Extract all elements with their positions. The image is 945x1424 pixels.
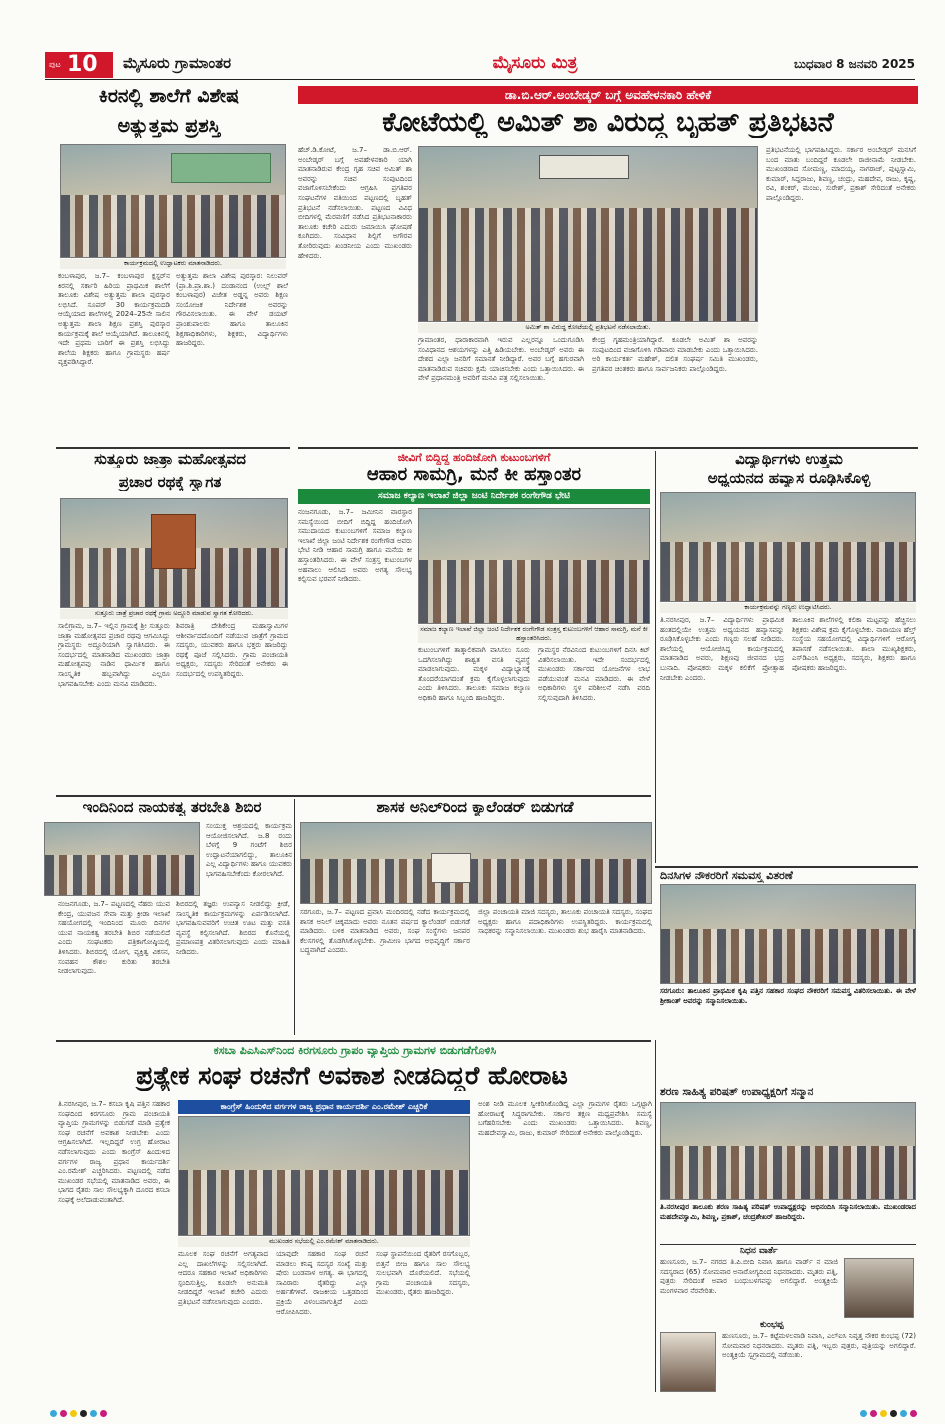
kasaba-photo-label: ಕಾಂಗ್ರೆಸ್ ಹಿಂದುಳಿದ ವರ್ಗಗಳ ರಾಜ್ಯ ಪ್ರಧಾನ ಕಾರ್ಯದರ್ಶಿ ಎಂ.ರಮೇಶ್ ಎಚ್ಚರಿಕೆ <box>178 1100 470 1114</box>
amit-shah-body-4: ಪ್ರತಿಭಟನೆಯಲ್ಲಿ ಭಾಗವಹಿಸಿದ್ದರು. ಸರ್ಕಾರ ಅಂಬೇಡ್ಕರ್ ಮನಸಿಗೆ ಬಂದ ಮಾತು ಬಂದಿದ್ದರೆ ಕೂಡಲೇ ರಾಜೀನಾಮೆ ನೀಡಬೇಕು. ಮುಖಂಡರಾದ ಸೋಮಣ್ಣ, ಮಾದಯ್ಯ, ನಾಗರಾಜ್, ಪುಟ್ಟಸ್ವಾಮಿ, ಕುಮಾರ್, ಸಿದ್ದರಾಜು, ಶಿವಣ್ಣ, ಚಂದ್ರು, ಮಹದೇವ, ರಾಜು, ಕೃಷ್ಣ, ರವಿ, ಶಂಕರ್, ಮಂಜು, ಸುರೇಶ್, ಪ್ರಕಾಶ್ ಸೇರಿದಂತೆ ಅನೇಕರು ಪಾಲ್ಗೊಂಡಿದ್ದರು. <box>766 146 916 202</box>
cyan-dot <box>900 1410 907 1417</box>
ahara-body-1: ನಂಜನಗೂಡು, ಜ.7– ಜಮೀನಿನ ವಾರಸ್ದಾರ ಸಮಸ್ಯೆಯಿಂದ ಬೀದಿಗೆ ಬಿದ್ದಿದ್ದ ಹಂದಿಜೋಗಿ ಸಮುದಾಯದ ಕುಟುಂಬಗಳಿಗೆ ಸಮಾಜ ಕಲ್ಯಾಣ ಇಲಾಖೆ ಜಿಲ್ಲಾ ಜಂಟಿ ನಿರ್ದೇಶಕ ರಂಗೇಗೌಡ ಅವರು ಭೇಟಿ ನೀಡಿ ಆಹಾರ ಸಾಮಗ್ರಿ ಹಾಗೂ ಮನೆಯ ಕೀ ಹಸ್ತಾಂತರಿಸಿದರು. ಈ ವೇಳೆ ಸಂತ್ರಸ್ತ ಕುಟುಂಬಗಳ ಅಹವಾಲು ಆಲಿಸಿದ ಅವರು ಅಗತ್ಯ ಸೌಲಭ್ಯ ಕಲ್ಪಿಸುವ ಭರವಸೆ ನೀಡಿದರು. <box>298 508 412 584</box>
sutturu-body-right: ಶಿವರಾತ್ರಿ ದೇಶಿಕೇಂದ್ರ ಮಹಾಸ್ವಾಮಿಗಳ ಆಶೀರ್ವಾದದೊಂದಿಗೆ ನಡೆಯುವ ಜಾತ್ರೆಗೆ ಗ್ರಾಮದ ಸದಸ್ಯರು, ಯುವಕರು ಹಾಗೂ ಭಕ್ತರು ಹಾಜರಿದ್ದು ರಥಕ್ಕೆ ಪೂಜೆ ಸಲ್ಲಿಸಿದರು. ಗ್ರಾಮ ಪಂಚಾಯತಿ ಅಧ್ಯಕ್ಷರು, ಸದಸ್ಯರು ಸೇರಿದಂತೆ ಅನೇಕರು ಈ ಸಂದರ್ಭದಲ್ಲಿ ಉಪಸ್ಥಿತರಿದ್ದರು. <box>176 622 288 678</box>
magenta-dot <box>870 1410 877 1417</box>
divider <box>298 447 918 449</box>
dinasi-caption: ಸರಗೂರು: ತಾಲೂಕಿನ ಪ್ರಾಥಮಿಕ ಕೃಷಿ ಪತ್ತಿನ ಸಹಕಾರ ಸಂಘದ ನೌಕರರಿಗೆ ಸಮವಸ್ತ್ರ ವಿತರಿಸಲಾಯಿತು. ಈ ವೇಳೆ ಶ್ರೀಕಾಂತ್ ಅವರನ್ನು ಸನ್ಮಾನಿಸಲಾಯಿತು. <box>660 987 916 1005</box>
amit-shah-body-2: ಗ್ರಾಮಾಂತರ, ಧಾರಾಕಾರವಾಗಿ ಇರುವ ಎಲ್ಲರನ್ನೂ ಒಂದುಗೂಡಿಸಿ ಸಂವಿಧಾನದ ಆಶಯಗಳನ್ನು ಎತ್ತಿ ಹಿಡಿಯಬೇಕು. ಅಂಬೇಡ್ಕರ್ ಅವರು ಈ ದೇಶದ ಎಲ್ಲಾ ಜನರಿಗೆ ಸಮಾನತೆ ನೀಡಿದ್ದಾರೆ. ಅವರ ಬಗ್ಗೆ ಹಗುರವಾಗಿ ಮಾತನಾಡಿರುವ ಸಚಿವರು ಕ್ಷಮೆ ಯಾಚಿಸಬೇಕು ಎಂದು ಒತ್ತಾಯಿಸಿದರು. ಈ ವೇಳೆ ಪ್ರಧಾನಮಂತ್ರಿ ಅವರಿಗೆ ಮನವಿ ಪತ್ರ ಸಲ್ಲಿಸಲಾಯಿತು. <box>418 336 584 383</box>
kiranalli-body-left: ಕಂಬಳಾಪುರ, ಜ.7– ಕಂಬಳಾಪುರ ಕ್ಲಸ್ಟರ್‌ನ ಕಿರನಲ್ಲಿ ಸರ್ಕಾರಿ ಹಿರಿಯ ಪ್ರಾಥಮಿಕ ಶಾಲೆಗೆ ತಾಲೂಕು ವಿಶೇಷ ಅತ್ಯುತ್ತಮ ಶಾಲಾ ಪುರಸ್ಕಾರ ಲಭಿಸಿದೆ. ಸೂಪರ್ 30 ಕಾರ್ಯಕ್ರಮದಡಿ ಆಯ್ಕೆಯಾದ ಶಾಲೆಗಳಲ್ಲಿ 2024–25ನೇ ಸಾಲಿನ ಅತ್ಯುತ್ತಮ ಶಾಲಾ ಶಿಕ್ಷಣ ಪ್ರಶಸ್ತಿ ಪುರಸ್ಕಾರ ಕಾರ್ಯಕ್ರಮಕ್ಕೆ ಶಾಲೆ ಆಯ್ಕೆಯಾಗಿದೆ. ತಾಲೂಕಿನಲ್ಲಿ ಇದೇ ಪ್ರಥಮ ಬಾರಿಗೆ ಈ ಪ್ರಶಸ್ತಿ ಲಭಿಸಿದ್ದು ಶಾಲೆಯ ಶಿಕ್ಷಕರು ಹಾಗೂ ಗ್ರಾಮಸ್ಥರು ಹರ್ಷ ವ್ಯಕ್ತಪಡಿಸಿದ್ದಾರೆ. <box>58 272 170 367</box>
obituary-subheading: ಕುಂಭಪ್ಪ <box>760 1320 784 1330</box>
cyan-dot <box>860 1410 867 1417</box>
vidyarthi-headline-1: ವಿದ್ಯಾರ್ಥಿಗಳು ಉತ್ತಮ <box>735 451 843 468</box>
kasaba-body-2: ಮೂಲಕ ಸಂಘ ರಚನೆಗೆ ಅಗತ್ಯವಾದ ಎಲ್ಲ ದಾಖಲೆಗಳನ್ನು ಸಲ್ಲಿಸಲಾಗಿದೆ. ಆದರೂ ಸಹಕಾರ ಇಲಾಖೆ ಅಧಿಕಾರಿಗಳು ಸ್ಪಂದಿಸುತ್ತಿಲ್ಲ. ಕೂಡಲೇ ಅನುಮತಿ ನೀಡದಿದ್ದರೆ ಇಲಾಖೆ ಕಚೇರಿ ಎದುರು ಪ್ರತಿಭಟನೆ ನಡೆಸಲಾಗುವುದು ಎಂದರು. <box>178 1250 268 1306</box>
ahara-caption: ಸಮಾಜ ಕಲ್ಯಾಣ ಇಲಾಖೆ ಜಿಲ್ಲಾ ಜಂಟಿ ನಿರ್ದೇಶಕ ರಂಗೇಗೌಡ ಸಂತ್ರಸ್ತ ಕುಟುಂಬಗಳಿಗೆ ಆಹಾರ ಸಾಮಗ್ರಿ, ಮನೆ ಕೀ ಹಸ್ತಾಂತರಿಸಿದರು. <box>418 625 650 643</box>
amit-shah-kicker: ಡಾ.ಬಿ.ಆರ್.ಅಂಬೇಡ್ಕರ್ ಬಗ್ಗೆ ಅವಹೇಳನಕಾರಿ ಹೇಳಿಕೆ <box>298 86 918 104</box>
divider <box>655 1040 656 1392</box>
page-number: 10 <box>67 52 98 77</box>
kiranalli-photo <box>60 144 286 258</box>
chariot-graphic <box>151 514 196 569</box>
calendar-headline: ಶಾಸಕ ಅನಿಲ್‌ರಿಂದ ಕ್ಯಾಲೆಂಡರ್ ಬಿಡುಗಡೆ <box>376 799 574 816</box>
obituary-portrait-1 <box>844 1258 914 1318</box>
sutturu-body-left: ಸಾಲಿಗ್ರಾಮ, ಜ.7– ಇಲ್ಲಿನ ಗ್ರಾಮಕ್ಕೆ ಶ್ರೀ ಸುತ್ತೂರು ಜಾತ್ರಾ ಮಹೋತ್ಸವದ ಪ್ರಚಾರ ರಥವು ಆಗಮಿಸಿದ್ದು ಗ್ರಾಮಸ್ಥರು ಅದ್ದೂರಿಯಾಗಿ ಸ್ವಾಗತಿಸಿದರು. ಈ ಸಂದರ್ಭದಲ್ಲಿ ಮಾತನಾಡಿದ ಮುಖಂಡರು ಜಾತ್ರಾ ಮಹೋತ್ಸವವು ನಾಡಿನ ಧಾರ್ಮಿಕ ಹಾಗೂ ಸಾಂಸ್ಕೃತಿಕ ಹಬ್ಬವಾಗಿದ್ದು ಎಲ್ಲರೂ ಭಾಗವಹಿಸಬೇಕು ಎಂದು ಮನವಿ ಮಾಡಿದರು. <box>58 622 170 688</box>
amit-shah-body-1: ಹೆಚ್.ಡಿ.ಕೋಟೆ, ಜ.7– ಡಾ.ಬಿ.ಆರ್. ಅಂಬೇಡ್ಕರ್ ಬಗ್ಗೆ ಅವಹೇಳನಕಾರಿ ಯಾಗಿ ಮಾತನಾಡಿರುವ ಕೇಂದ್ರ ಗೃಹ ಸಚಿವ ಅಮಿತ್ ಶಾ ಅವರನ್ನು ಸಚಿವ ಸಂಪುಟದಿಂದ ವಜಾಗೊಳಿಸಬೇಕೆಂದು ಆಗ್ರಹಿಸಿ ಪ್ರಗತಿಪರ ಸಂಘಟನೆಗಳ ವತಿಯಿಂದ ಪಟ್ಟಣದಲ್ಲಿ ಬೃಹತ್ ಪ್ರತಿಭಟನೆ ನಡೆಸಲಾಯಿತು. ಪಟ್ಟಣದ ವಿವಿಧ ಬೀದಿಗಳಲ್ಲಿ ಮೆರವಣಿಗೆ ನಡೆಸಿದ ಪ್ರತಿಭಟನಾಕಾರರು ತಾಲೂಕು ಕಚೇರಿ ಎದುರು ಜಮಾಯಿಸಿ ಘೋಷಣೆ ಕೂಗಿದರು. ಸಂವಿಧಾನ ಶಿಲ್ಪಿಗೆ ಅಗೌರವ ತೋರಿರುವುದು ಖಂಡನೀಯ ಎಂದು ಮುಖಂಡರು ಹೇಳಿದರು. <box>298 146 412 260</box>
nayakatva-body-2: ಶಿಬಿರದಲ್ಲಿ ತಜ್ಞರು ಉಪನ್ಯಾಸ ನೀಡಲಿದ್ದು ಕ್ರೀಡೆ, ಸಾಂಸ್ಕೃತಿಕ ಕಾರ್ಯಕ್ರಮಗಳನ್ನು ಏರ್ಪಡಿಸಲಾಗಿದೆ. ಭಾಗವಹಿಸುವವರಿಗೆ ಉಚಿತ ಊಟ ಮತ್ತು ವಸತಿ ವ್ಯವಸ್ಥೆ ಕಲ್ಪಿಸಲಾಗಿದೆ. ಶಿಬಿರದ ಕೊನೆಯಲ್ಲಿ ಪ್ರಮಾಣಪತ್ರ ವಿತರಿಸಲಾಗುವುದು ಎಂದು ಮಾಹಿತಿ ನೀಡಿದರು. <box>176 900 290 956</box>
kiranalli-headline-1: ಕಿರನಲ್ಲಿ ಶಾಲೆಗೆ ವಿಶೇಷ <box>98 86 240 107</box>
sutturu-caption: ಸುತ್ತೂರು ಜಾತ್ರೆ ಪ್ರಚಾರ ರಥಕ್ಕೆ ಗ್ರಾಮ ಅದ್ದೂರಿ ಮಾಡುವ ಸ್ವಾಗತ ಕೋರಿದರು. <box>60 609 288 619</box>
obituary-body-1: ಹುಣಸೂರು, ಜ.7– ನಗರದ ತಿ.ಪಿ.ಬೀದಿ ನಿವಾಸಿ ಹಾಗೂ ವಾರ್ಡ್ ನ ಮಾಜಿ ಸದಸ್ಯರಾದ (65) ಸೋಮವಾರ ಅನಾರೋಗ್ಯದಿಂದ ನಿಧನರಾದರು. ಮೃತರು ಪತ್ನಿ, ಪುತ್ರರು ಸೇರಿದಂತೆ ಅಪಾರ ಬಂಧುಬಳಗವನ್ನು ಅಗಲಿದ್ದಾರೆ. ಅಂತ್ಯಕ್ರಿಯೆ ಮಂಗಳವಾರ ನೆರವೇರಿತು. <box>660 1258 838 1295</box>
divider <box>655 866 918 868</box>
protest-banner <box>539 155 629 179</box>
ahara-headline: ಆಹಾರ ಸಾಮಗ್ರಿ, ಮನೆ ಕೀ ಹಸ್ತಾಂತರ <box>366 465 582 485</box>
divider <box>56 447 290 449</box>
nayakatva-photo <box>44 822 200 896</box>
masthead <box>45 50 915 80</box>
amit-shah-photo <box>418 146 758 322</box>
divider <box>56 1040 651 1042</box>
sutturu-headline-2: ಪ್ರಚಾರ ರಥಕ್ಕೆ ಸ್ವಾಗತ <box>118 474 222 491</box>
ahara-kicker: ಜೀವಿಗೆ ಬಿದ್ದಿದ್ದ ಹಂದಿಜೋಗಿ ಕುಟುಂಬಗಳಿಗೆ <box>397 451 551 464</box>
nayakatva-headline: ಇಂದಿನಿಂದ ನಾಯಕತ್ವ ತರಬೇತಿ ಶಿಬಿರ <box>82 799 262 816</box>
paper-logo: ಮೈಸೂರು ಮಿತ್ರ <box>492 53 578 73</box>
magenta-dot <box>100 1410 107 1417</box>
calendar-body-2: ಜಿಲ್ಲಾ ಪಂಚಾಯತಿ ಮಾಜಿ ಸದಸ್ಯರು, ತಾಲೂಕು ಪಂಚಾಯತಿ ಸದಸ್ಯರು, ಸಂಘದ ಅಧ್ಯಕ್ಷರು ಹಾಗೂ ಪದಾಧಿಕಾರಿಗಳು ಉಪಸ್ಥಿತರಿದ್ದರು. ಕಾರ್ಯಕ್ರಮದಲ್ಲಿ ಸಾಧಕರನ್ನು ಸನ್ಮಾನಿಸಲಾಯಿತು. ಮುಖಂಡರು ಶುಭ ಹಾರೈಸಿ ಮಾತನಾಡಿದರು. <box>478 908 652 936</box>
magenta-dot <box>60 1410 67 1417</box>
amit-shah-headline: ಕೋಟೆಯಲ್ಲಿ ಅಮಿತ್ ಶಾ ವಿರುದ್ಧ ಬೃಹತ್ ಪ್ರತಿಭಟನೆ <box>382 107 834 138</box>
kasaba-photo <box>178 1116 470 1236</box>
sharana-headline: ಶರಣ ಸಾಹಿತ್ಯ ಪರಿಷತ್ ಉಪಾಧ್ಯಕ್ಷರಿಗೆ ಸನ್ಮಾನ <box>660 1086 814 1098</box>
amit-shah-body-3: ಕೇಂದ್ರ ಗೃಹಮಂತ್ರಿಯಾಗಿದ್ದಾರೆ. ಕೂಡಲೇ ಅಮಿತ್ ಶಾ ಅವರನ್ನು ಸಂಪುಟದಿಂದ ವಜಾಗೊಳಿಸಿ ಗಡಿಪಾರು ಮಾಡಬೇಕು ಎಂದು ಒತ್ತಾಯಿಸಿದರು. ಅರಿ ಕಾರ್ಯಕರ್ತ ಮಹೇಶ್, ದಲಿತ ಸಂಘರ್ಷ ಸಮಿತಿ ಮುಖಂಡರು, ಪ್ರಗತಿಪರ ಚಿಂತಕರು ಹಾಗೂ ಸಾರ್ವಜನಿಕರು ಪಾಲ್ಗೊಂಡಿದ್ದರು. <box>592 336 758 373</box>
page-label: ಪುಟ <box>49 60 61 69</box>
yellow-dot <box>880 1410 887 1417</box>
ahara-body-3: ಗ್ರಾಮಸ್ಥರ ನೆರವಿನಿಂದ ಕುಟುಂಬಗಳಿಗೆ ದಿನಸಿ ಕಿಟ್ ವಿತರಿಸಲಾಯಿತು. ಇದೇ ಸಂದರ್ಭದಲ್ಲಿ ಮುಖಂಡರು ಸರ್ಕಾರದ ಯೋಜನೆಗಳ ಲಾಭ ಪಡೆಯುವಂತೆ ಮನವಿ ಮಾಡಿದರು. ಈ ವೇಳೆ ಅಧಿಕಾರಿಗಳು ಸ್ಥಳ ಪರಿಶೀಲನೆ ನಡೆಸಿ ವರದಿ ಸಲ್ಲಿಸುವುದಾಗಿ ತಿಳಿಸಿದರು. <box>538 646 650 702</box>
edition-date: ಬುಧವಾರ 8 ಜನವರಿ 2025 <box>793 57 915 71</box>
calendar-graphic <box>431 853 471 883</box>
sutturu-headline-1: ಸುತ್ತೂರು ಜಾತ್ರಾ ಮಹೋತ್ಸವದ <box>94 451 246 468</box>
vidyarthi-photo <box>660 492 916 602</box>
divider <box>294 799 295 1035</box>
banner-graphic <box>171 153 271 183</box>
dinasi-photo <box>660 884 916 984</box>
vidyarthi-headline-2: ಅಧ್ಯಯನದ ಹವ್ಯಾಸ ರೂಢಿಸಿಕೊಳ್ಳಿ <box>707 470 871 487</box>
calendar-body-1: ಸರಗೂರು, ಜ.7– ಪಟ್ಟಣದ ಪ್ರವಾಸಿ ಮಂದಿರದಲ್ಲಿ ನಡೆದ ಕಾರ್ಯಕ್ರಮದಲ್ಲಿ ಶಾಸಕ ಅನಿಲ್ ಚಿಕ್ಕಮಾದು ಅವರು ನೂತನ ವರ್ಷದ ಕ್ಯಾಲೆಂಡರ್ ಬಿಡುಗಡೆ ಮಾಡಿದರು. ಬಳಿಕ ಮಾತನಾಡಿದ ಅವರು, ಸಂಘ ಸಂಸ್ಥೆಗಳು ಜನಪರ ಕೆಲಸಗಳಲ್ಲಿ ತೊಡಗಿಸಿಕೊಳ್ಳಬೇಕು. ಗ್ರಾಮೀಣ ಭಾಗದ ಅಭಿವೃದ್ಧಿಗೆ ಸರ್ಕಾರ ಬದ್ಧವಾಗಿದೆ ಎಂದರು. <box>300 908 470 955</box>
divider <box>56 795 651 797</box>
yellow-dot <box>70 1410 77 1417</box>
kasaba-headline: ಪ್ರತ್ಯೇಕ ಸಂಘ ರಚನೆಗೆ ಅವಕಾಶ ನೀಡದಿದ್ದರೆ ಹೋರಾಟ <box>136 1062 568 1090</box>
sharana-photo <box>660 1102 916 1200</box>
sharana-caption: ತಿ.ನರಸೀಪುರ ತಾಲೂಕು ಶರಣ ಸಾಹಿತ್ಯ ಪರಿಷತ್ ಉಪಾಧ್ಯಕ್ಷರನ್ನು ಅಭಿನಂದಿಸಿ ಸನ್ಮಾನಿಸಲಾಯಿತು. ಮುಖಂಡರಾದ ಮಹದೇವಸ್ವಾಮಿ, ಶಿವಣ್ಣ, ಪ್ರಕಾಶ್, ಚಂದ್ರಶೇಖರ್ ಹಾಜರಿದ್ದರು. <box>660 1203 916 1221</box>
vidyarthi-body-2: ತಾಲೂಕಿನ ಶಾಲೆಗಳಲ್ಲಿ ಕಲಿಕಾ ಮಟ್ಟವನ್ನು ಹೆಚ್ಚಿಸಲು ಶಿಕ್ಷಕರು ವಿಶೇಷ ಕ್ರಮ ಕೈಗೊಳ್ಳಬೇಕು. ನಾರಾಯಣ ಹೆಲ್ತ್ ಸಂಸ್ಥೆಯ ಸಹಯೋಗದಲ್ಲಿ ವಿದ್ಯಾರ್ಥಿಗಳಿಗೆ ಆರೋಗ್ಯ ತಪಾಸಣೆ ನಡೆಸಲಾಯಿತು. ಶಾಲಾ ಮುಖ್ಯಶಿಕ್ಷಕರು, ಎಸ್‌ಡಿಎಂಸಿ ಅಧ್ಯಕ್ಷರು, ಸದಸ್ಯರು, ಶಿಕ್ಷಕರು ಹಾಗೂ ಪೋಷಕರು ಹಾಜರಿದ್ದರು. <box>792 616 916 672</box>
magenta-dot <box>910 1410 917 1417</box>
registration-dots-left <box>50 1402 170 1412</box>
kiranalli-body-right: ಅತ್ಯುತ್ತಮ ಶಾಲಾ ವಿಶೇಷ ಪುರಸ್ಕಾರ: ನಿಲುವರ್ (ಪ್ರಾ.ಶಿ.ಪ್ರಾ.ಶಾ.) ದಂಡಾನಂದ (ಉಲ್ಲ್ ಶಾಲೆ ಕಂಬಳಾಪುರ) ವಿಜೇತ ಅಡ್ಡನ್ನ ಅವರು ಶಿಕ್ಷಣ ಸಂಯೋಜಕ ನಿರ್ದೇಶಕ ಅವರನ್ನು ಗೌರವಿಸಲಾಯಿತು. ಈ ವೇಳೆ ಡಯಟ್ ಪ್ರಾಂಶುಪಾಲರು ಹಾಗೂ ತಾಲೂಕಿನ ಶಿಕ್ಷಣಾಧಿಕಾರಿಗಳು, ಶಿಕ್ಷಕರು, ವಿದ್ಯಾರ್ಥಿಗಳು ಹಾಜರಿದ್ದರು. <box>176 272 288 348</box>
calendar-photo <box>300 822 652 904</box>
kiranalli-headline-2: ಅತ್ಯುತ್ತಮ ಪ್ರಶಸ್ತಿ <box>117 116 221 137</box>
section-title: ಮೈಸೂರು ಗ್ರಾಮಾಂತರ <box>123 54 232 72</box>
vidyarthi-body-1: ತಿ.ನರಸೀಪುರ, ಜ.7– ವಿದ್ಯಾರ್ಥಿಗಳು ಪ್ರಾಥಮಿಕ ಹಂತದಲ್ಲಿಯೇ ಉತ್ತಮ ಅಧ್ಯಯನದ ಹವ್ಯಾಸವನ್ನು ರೂಢಿಸಿಕೊಳ್ಳಬೇಕು ಎಂದು ಗಣ್ಯರು ಸಲಹೆ ನೀಡಿದರು. ಶಾಲೆಯಲ್ಲಿ ಆಯೋಜಿಸಿದ್ದ ಕಾರ್ಯಕ್ರಮದಲ್ಲಿ ಮಾತನಾಡಿದ ಅವರು, ಶಿಕ್ಷಣವು ಜೀವನದ ಭದ್ರ ಬುನಾದಿ. ಪೋಷಕರು ಮಕ್ಕಳ ಕಲಿಕೆಗೆ ಪ್ರೋತ್ಸಾಹ ನೀಡಬೇಕು ಎಂದರು. <box>660 616 784 682</box>
kasaba-body-5: ಅಂಶ ನೀಡಿ ಮೂಲಕ ಸ್ವೀಕರಿಸಿಕೊಂಡಿದ್ದ ಎಲ್ಲಾ ಗ್ರಾಮಗಳ ರೈತರು ಒಗ್ಗಟ್ಟಾಗಿ ಹೋರಾಟಕ್ಕೆ ಸಿದ್ಧರಾಗಬೇಕು. ಸರ್ಕಾರ ತಕ್ಷಣ ಮಧ್ಯಪ್ರವೇಶಿಸಿ ಸಮಸ್ಯೆ ಬಗೆಹರಿಸಬೇಕು ಎಂದು ಮುಖಂಡರು ಒತ್ತಾಯಿಸಿದರು. ಶಿವಣ್ಣ, ಮಹದೇವಸ್ವಾಮಿ, ರಾಜು, ಕುಮಾರ್ ಸೇರಿದಂತೆ ಅನೇಕರು ಪಾಲ್ಗೊಂಡಿದ್ದರು. <box>478 1100 652 1137</box>
divider <box>655 451 656 863</box>
black-dot <box>890 1410 897 1417</box>
cyan-dot <box>50 1410 57 1417</box>
obituary-body-2: ಹುಣಸೂರು, ಜ.7– ಕಟ್ಟೆಮಳಲವಾಡಿ ನಿವಾಸಿ, ಎಲ್‌ಐಸಿ ನಿವೃತ್ತ ನೌಕರ ಕುಂಭಪ್ಪ (72) ಸೋಮವಾರ ನಿಧನರಾದರು. ಮೃತರು ಪತ್ನಿ, ಇಬ್ಬರು ಪುತ್ರರು, ಪುತ್ರಿಯನ್ನು ಅಗಲಿದ್ದಾರೆ. ಅಂತ್ಯಕ್ರಿಯೆ ಸ್ವಗ್ರಾಮದಲ್ಲಿ ನಡೆಯಿತು. <box>722 1332 916 1360</box>
kasaba-body-1: ತಿ.ನರಸೀಪುರ, ಜ.7– ಕಸಬಾ ಕೃಷಿ ಪತ್ತಿನ ಸಹಕಾರ ಸಂಘದಿಂದ ಕಿರಗಸೂರು ಗ್ರಾಮ ಪಂಚಾಯತಿ ವ್ಯಾಪ್ತಿಯ ಗ್ರಾಮಗಳನ್ನು ಬಿಡುಗಡೆ ಮಾಡಿ ಪ್ರತ್ಯೇಕ ಸಂಘ ರಚನೆಗೆ ಅವಕಾಶ ನೀಡಬೇಕು ಎಂದು ಆಗ್ರಹಿಸಲಾಗಿದೆ. ಇಲ್ಲದಿದ್ದರೆ ಉಗ್ರ ಹೋರಾಟ ನಡೆಸಲಾಗುವುದು ಎಂದು ಕಾಂಗ್ರೆಸ್ ಹಿಂದುಳಿದ ವರ್ಗಗಳ ರಾಜ್ಯ ಪ್ರಧಾನ ಕಾರ್ಯದರ್ಶಿ ಎಂ.ರಮೇಶ್ ಎಚ್ಚರಿಸಿದರು. ಪಟ್ಟಣದಲ್ಲಿ ನಡೆದ ಮುಖಂಡರ ಸಭೆಯಲ್ಲಿ ಮಾತನಾಡಿದ ಅವರು, ಈ ಭಾಗದ ರೈತರು ಸಾಲ ಸೌಲಭ್ಯಕ್ಕಾಗಿ ದೂರದ ಕಸಬಾ ಸಂಘಕ್ಕೆ ಅಲೆದಾಡುವಂತಾಗಿದೆ. <box>58 1100 170 1204</box>
kiranalli-caption: ಕಾರ್ಯಕ್ರಮದಲ್ಲಿ ಉದ್ಘಾಟಕರು ಮಾತನಾಡಿದರು. <box>60 259 286 269</box>
nayakatva-body-1: ನಂಜನಗೂಡು, ಜ.7– ಪಟ್ಟಣದಲ್ಲಿ ನೆಹರು ಯುವ ಕೇಂದ್ರ, ಯುವಜನ ಸೇವಾ ಮತ್ತು ಕ್ರೀಡಾ ಇಲಾಖೆ ಸಹಯೋಗದಲ್ಲಿ ಇಂದಿನಿಂದ ಮೂರು ದಿನಗಳ ಯುವ ನಾಯಕತ್ವ ತರಬೇತಿ ಶಿಬಿರ ನಡೆಯಲಿದೆ ಎಂದು ಸಂಘಟಕರು ಪತ್ರಿಕಾಗೋಷ್ಠಿಯಲ್ಲಿ ತಿಳಿಸಿದರು. ಶಿಬಿರದಲ್ಲಿ ಯೋಗ, ವ್ಯಕ್ತಿತ್ವ ವಿಕಸನ, ಸಂವಹನ ಕೌಶಲ ಕುರಿತು ತರಬೇತಿ ನೀಡಲಾಗುವುದು. <box>58 900 170 976</box>
kasaba-caption: ಮುಖಂಡರ ಸಭೆಯಲ್ಲಿ ಎಂ.ರಮೇಶ್ ಮಾತನಾಡಿದರು. <box>178 1237 470 1247</box>
dinasi-headline: ದಿನಸಿಗಳ ನೌಕರರಿಗೆ ಸಮವಸ್ತ್ರ ವಿತರಣೆ <box>660 869 793 882</box>
sutturu-photo <box>60 498 288 608</box>
black-dot <box>80 1410 87 1417</box>
ahara-subhead: ಸಮಾಜ ಕಲ್ಯಾಣ ಇಲಾಖೆ ಜಿಲ್ಲಾ ಜಂಟಿ ನಿರ್ದೇಶಕ ರಂಗೇಗೌಡ ಭೇಟಿ <box>298 489 650 504</box>
obituary-portrait-2 <box>660 1332 716 1392</box>
obituary-heading: ನಿಧನ ವಾರ್ತೆ <box>740 1246 778 1256</box>
ahara-body-2: ಕುಟುಂಬಗಳಿಗೆ ತಾತ್ಕಾಲಿಕವಾಗಿ ವಾಸಿಸಲು ಸೂರು ಒದಗಿಸಲಾಗಿದ್ದು ಶಾಶ್ವತ ವಸತಿ ವ್ಯವಸ್ಥೆ ಮಾಡಲಾಗುವುದು. ಮಕ್ಕಳ ವಿದ್ಯಾಭ್ಯಾಸಕ್ಕೆ ತೊಂದರೆಯಾಗದಂತೆ ಕ್ರಮ ಕೈಗೊಳ್ಳಲಾಗುವುದು ಎಂದು ತಿಳಿಸಿದರು. ತಾಲೂಕು ಸಮಾಜ ಕಲ್ಯಾಣ ಅಧಿಕಾರಿ ಹಾಗೂ ಸಿಬ್ಬಂದಿ ಹಾಜರಿದ್ದರು. <box>418 646 530 702</box>
amit-shah-caption: ಅಮಿತ್ ಶಾ ವಿರುದ್ಧ ಕೋಟೆಯಲ್ಲಿ ಪ್ರತಿಭಟನೆ ನಡೆಸಲಾಯಿತು. <box>418 323 758 333</box>
kasaba-body-4: ಸಂಘ ಸ್ಥಾಪನೆಯಿಂದ ರೈತರಿಗೆ ರಸಗೊಬ್ಬರ, ಬಿತ್ತನೆ ಬೀಜ ಹಾಗೂ ಸಾಲ ಸೌಲಭ್ಯ ಸುಲಭವಾಗಿ ದೊರೆಯಲಿದೆ. ಸಭೆಯಲ್ಲಿ ಗ್ರಾಮ ಪಂಚಾಯತಿ ಸದಸ್ಯರು, ಮುಖಂಡರು, ರೈತರು ಹಾಜರಿದ್ದರು. <box>376 1250 470 1297</box>
nayakatva-body-side: ಸಂಯುಕ್ತ ಆಶ್ರಯದಲ್ಲಿ ಕಾರ್ಯಕ್ರಮ ಆಯೋಜಿಸಲಾಗಿದೆ. ಜ.8 ರಂದು ಬೆಳಗ್ಗೆ 9 ಗಂಟೆಗೆ ಶಿಬಿರ ಉದ್ಘಾಟನೆಯಾಗಲಿದ್ದು, ತಾಲೂಕಿನ ಎಲ್ಲ ವಿದ್ಯಾರ್ಥಿಗಳು ಹಾಗೂ ಯುವಕರು ಭಾಗವಹಿಸಬೇಕೆಂದು ಕೋರಲಾಗಿದೆ. <box>206 822 292 878</box>
kasaba-body-3: ಯಾವುದೇ ಸಹಕಾರ ಸಂಘ ರಚನೆ ಮಾಡಲು ಕನಿಷ್ಠ ಸದಸ್ಯರ ಸಂಖ್ಯೆ ಮತ್ತು ಷೇರು ಬಂಡವಾಳ ಅಗತ್ಯ. ಈ ಭಾಗದಲ್ಲಿ ಸಾವಿರಾರು ರೈತರಿದ್ದು ಎಲ್ಲಾ ಅರ್ಹತೆಗಳಿವೆ. ರಾಜಕೀಯ ಒತ್ತಡದಿಂದ ಪ್ರಕ್ರಿಯೆ ವಿಳಂಬವಾಗುತ್ತಿದೆ ಎಂದು ಆರೋಪಿಸಿದರು. <box>276 1250 368 1316</box>
page-number-badge <box>45 52 113 78</box>
cyan-dot <box>90 1410 97 1417</box>
divider <box>660 1244 916 1245</box>
registration-dots-right <box>800 1402 920 1412</box>
kasaba-kicker: ಕಸಬಾ ಪಿಎಸಿಎಸ್‌ನಿಂದ ಕಿರಗಸೂರು ಗ್ರಾಪಂ ವ್ಯಾಪ್ತಿಯ ಗ್ರಾಮಗಳ ಬಿಡುಗಡೆಗೊಳಿಸಿ <box>213 1044 497 1057</box>
ahara-photo <box>418 508 650 624</box>
vidyarthi-caption: ಕಾರ್ಯಕ್ರಮವನ್ನು ಗಣ್ಯರು ಉದ್ಘಾಟಿಸಿದರು. <box>660 603 916 613</box>
